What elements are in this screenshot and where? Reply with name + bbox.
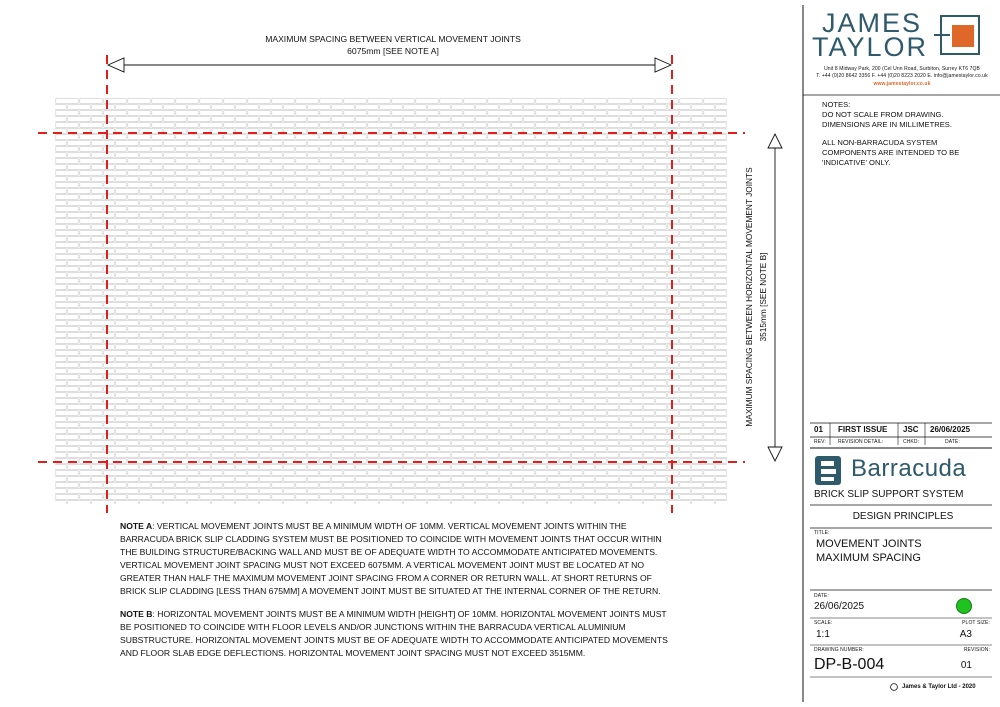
drawing-number: DP-B-004 [814,656,885,673]
company-name-line1: JAMES [822,8,923,38]
note-b-label: NOTE B [120,609,153,619]
revision-number: 01 [814,425,823,434]
revision-date: 26/06/2025 [930,425,971,434]
drawing-date: 26/06/2025 [814,601,865,612]
revision-checked: JSC [903,425,919,434]
vertical-dimension-label: MAXIMUM SPACING BETWEEN VERTICAL MOVEMENT JOINTS [265,34,521,44]
barracuda-logo-icon [815,456,841,485]
scale-label: SCALE: [814,620,833,626]
horizontal-dimension-value: 3515mm [SEE NOTE B] [758,252,768,342]
product-system: BRICK SLIP SUPPORT SYSTEM [814,489,964,500]
general-notes-title: NOTES: [822,100,851,109]
date-label: DATE: [814,593,829,599]
general-notes-line: 'INDICATIVE' ONLY. [822,158,891,167]
copyright-text: James & Taylor Ltd - 2020 [902,684,976,690]
general-notes-line: DO NOT SCALE FROM DRAWING. [822,110,944,119]
revision-header-checked: CHKD: [903,439,920,445]
company-address: Unit 8 Midway Park, 200 (Cel Unn Road, Surbiton, Surrey KT6 7QB [824,66,980,72]
revision-detail: FIRST ISSUE [838,425,888,434]
general-notes [822,100,959,168]
horizontal-spacing-dimension [744,134,782,461]
drawing-revision: 01 [960,660,972,671]
vertical-spacing-dimension [108,34,671,72]
company-name-line2: TAYLOR [812,32,929,62]
copyright-icon [891,684,898,691]
general-notes-line: COMPONENTS ARE INTENDED TO BE [822,148,960,157]
drawing-scale: 1:1 [816,629,830,640]
drawing-title-line1: MOVEMENT JOINTS [816,538,922,550]
title-label: TITLE: [814,530,830,536]
company-logo-mark [934,16,979,54]
plot-size: A3 [959,629,972,640]
company-website[interactable]: www.jamestaylor.co.uk [873,81,931,87]
note-a [120,520,678,598]
drawing-number-label: DRAWING NUMBER: [814,647,864,653]
revision-label: REVISION: [963,647,990,653]
revision-header-rev: REV: [814,439,826,445]
note-a-label: NOTE A [120,521,153,531]
vertical-dimension-value: 6075mm [SEE NOTE A] [347,46,439,56]
brick-wall [55,98,727,504]
drawing-section: DESIGN PRINCIPLES [852,511,954,522]
plot-size-label: PLOT SIZE: [962,620,990,626]
revision-header-date: DATE: [945,439,960,445]
general-notes-line: ALL NON-BARRACUDA SYSTEM [822,138,938,147]
horizontal-dimension-label: MAXIMUM SPACING BETWEEN HORIZONTAL MOVEMENT JOINTS [744,167,754,427]
note-a-text: : VERTICAL MOVEMENT JOINTS MUST BE A MINIMUM WIDTH OF 10MM. VERTICAL MOVEMENT JOINTS WITHIN THE BARRACUDA BRICK SLIP CLADDING SYSTEM MUST BE POSITIONED TO COINCIDE WITH MOVEMENT JOINTS THAT OCCUR WITHIN THE BUILDING STRUCTURE/BACKING WALL AND MUST BE OF ADEQUATE WIDTH TO ACCOMMODATE ANTICIPATED MOVEMENTS. VERTICAL MOVEMENT JOINT SPACING MUST NOT EXCEED 6075MM. A VERTICAL MOVEMENT JOINT MUST BE LOCATED AT NO GREATER THAN HALF THE MAXIMUM MOVEMENT JOINT SPACING FROM A CORNER OR RETURN WALL. AT SHORT RETURNS OF BRICK SLIP CLADDING [LESS THAN 675MM] A MOVEMENT JOINT MUST BE SITUATED AT THE INTERNAL CORNER OF THE RETURN. [120,521,662,596]
company-contact: T. +44 (0)20 8642 3356 F. +44 (0)20 8223 2020 E. info@jamestaylor.co.uk [816,73,988,79]
general-notes-line: DIMENSIONS ARE IN MILLIMETRES. [822,120,952,129]
revision-header-detail: REVISION DETAIL: [838,439,884,445]
status-indicator [957,599,972,614]
drawing-title-line2: MAXIMUM SPACING [816,552,921,564]
note-b-text: : HORIZONTAL MOVEMENT JOINTS MUST BE A MINIMUM WIDTH [HEIGHT] OF 10MM. HORIZONTAL MOVEMENT JOINTS MUST BE POSITIONED TO COINCIDE WITH FLOOR LEVELS AND/OR JUNCTIONS WITHIN THE BARRACUDA VERTICAL ALUMINIUM SUBSTRUCTURE. HORIZONTAL MOVEMENT JOINTS MUST BE OF ADEQUATE WIDTH TO ACCOMMODATE ANTICIPATED MOVEMENTS AND FLOOR SLAB EDGE DEFLECTIONS. HORIZONTAL MOVEMENT JOINT SPACING MUST NOT EXCEED 3515MM. [120,609,668,658]
barracuda-logo-text: Barracuda [851,455,967,482]
note-b [120,608,678,660]
